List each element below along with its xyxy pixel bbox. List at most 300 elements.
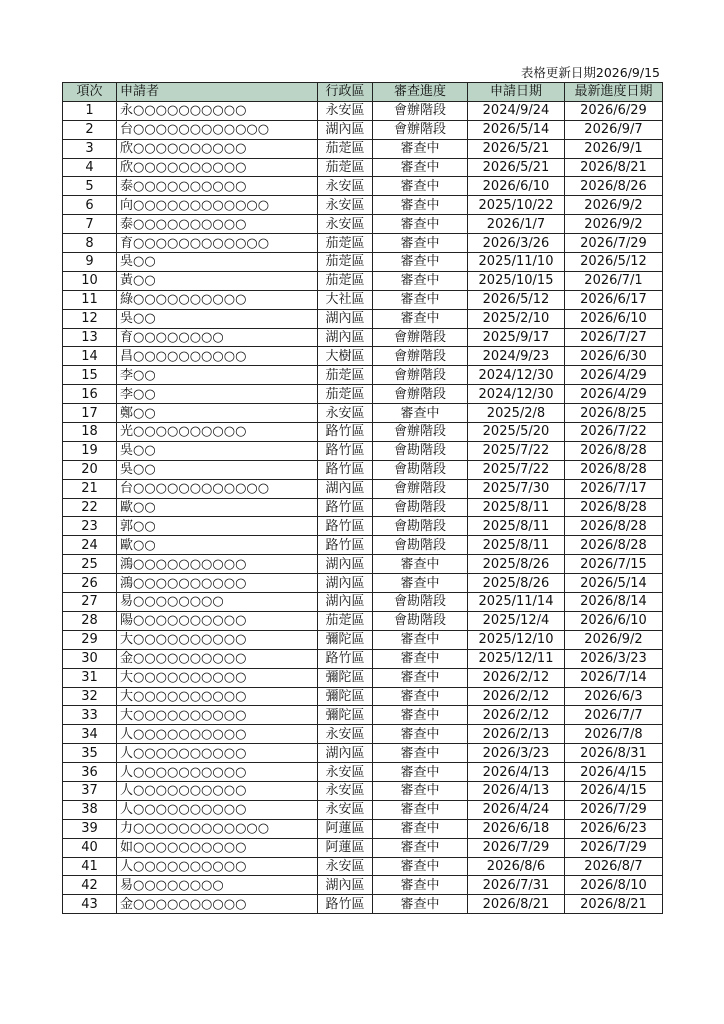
cell-applicant: 吳○○ — [117, 441, 318, 460]
table-row — [63, 404, 663, 423]
cell-item-number: 4 — [63, 158, 117, 177]
cell-item-number: 9 — [63, 253, 117, 272]
table-row — [63, 460, 663, 479]
cell-latest-date: 2026/6/10 — [565, 611, 663, 630]
cell-latest-date: 2026/6/3 — [565, 687, 663, 706]
cell-district: 永安區 — [318, 857, 373, 876]
cell-latest-date: 2026/6/10 — [565, 309, 663, 328]
cell-item-number: 20 — [63, 460, 117, 479]
cell-item-number: 39 — [63, 819, 117, 838]
cell-applicant: 吳○○ — [117, 253, 318, 272]
cell-latest-date: 2026/9/2 — [565, 215, 663, 234]
cell-latest-date: 2026/8/28 — [565, 441, 663, 460]
cell-application-date: 2026/5/21 — [468, 158, 565, 177]
table-row — [63, 423, 663, 442]
cell-item-number: 30 — [63, 649, 117, 668]
table-row — [63, 593, 663, 612]
cell-application-date: 2026/2/12 — [468, 668, 565, 687]
cell-review-status: 審查中 — [373, 555, 468, 574]
cell-application-date: 2026/4/24 — [468, 800, 565, 819]
cell-applicant: 易○○○○○○○○ — [117, 876, 318, 895]
cell-district: 茄萣區 — [318, 271, 373, 290]
cell-review-status: 會辦階段 — [373, 120, 468, 139]
cell-latest-date: 2026/7/27 — [565, 328, 663, 347]
cell-latest-date: 2026/8/28 — [565, 536, 663, 555]
cell-latest-date: 2026/4/29 — [565, 366, 663, 385]
cell-district: 彌陀區 — [318, 687, 373, 706]
cell-applicant: 欣○○○○○○○○○○ — [117, 139, 318, 158]
cell-review-status: 審查中 — [373, 630, 468, 649]
cell-item-number: 42 — [63, 876, 117, 895]
table-row — [63, 763, 663, 782]
cell-applicant: 人○○○○○○○○○○ — [117, 857, 318, 876]
cell-application-date: 2025/8/11 — [468, 536, 565, 555]
table-row — [63, 536, 663, 555]
cell-applicant: 人○○○○○○○○○○ — [117, 725, 318, 744]
cell-district: 彌陀區 — [318, 630, 373, 649]
table-row — [63, 139, 663, 158]
cell-latest-date: 2026/7/22 — [565, 423, 663, 442]
table-row — [63, 649, 663, 668]
table-row — [63, 857, 663, 876]
cell-latest-date: 2026/4/29 — [565, 385, 663, 404]
cell-item-number: 35 — [63, 744, 117, 763]
cell-district: 永安區 — [318, 763, 373, 782]
cell-district: 大樹區 — [318, 347, 373, 366]
cell-application-date: 2025/8/11 — [468, 498, 565, 517]
cell-application-date: 2025/8/26 — [468, 574, 565, 593]
cell-application-date: 2025/5/20 — [468, 423, 565, 442]
table-row — [63, 725, 663, 744]
cell-item-number: 8 — [63, 234, 117, 253]
cell-district: 茄萣區 — [318, 253, 373, 272]
table-row — [63, 800, 663, 819]
table-row — [63, 781, 663, 800]
cell-application-date: 2026/1/7 — [468, 215, 565, 234]
table-row — [63, 177, 663, 196]
cell-item-number: 18 — [63, 423, 117, 442]
table-row — [63, 611, 663, 630]
cell-district: 湖內區 — [318, 876, 373, 895]
cell-item-number: 37 — [63, 781, 117, 800]
cell-application-date: 2025/2/10 — [468, 309, 565, 328]
cell-applicant: 金○○○○○○○○○○ — [117, 649, 318, 668]
cell-applicant: 大○○○○○○○○○○ — [117, 668, 318, 687]
cell-latest-date: 2026/3/23 — [565, 649, 663, 668]
cell-latest-date: 2026/6/17 — [565, 290, 663, 309]
table-row — [63, 706, 663, 725]
cell-review-status: 審查中 — [373, 668, 468, 687]
cell-district: 阿蓮區 — [318, 819, 373, 838]
cell-item-number: 28 — [63, 611, 117, 630]
cell-applicant: 鴻○○○○○○○○○○ — [117, 555, 318, 574]
cell-district: 彌陀區 — [318, 706, 373, 725]
cell-latest-date: 2026/7/1 — [565, 271, 663, 290]
cell-district: 路竹區 — [318, 423, 373, 442]
table-row — [63, 347, 663, 366]
cell-item-number: 38 — [63, 800, 117, 819]
cell-review-status: 會辦階段 — [373, 328, 468, 347]
cell-review-status: 審查中 — [373, 574, 468, 593]
cell-district: 茄萣區 — [318, 366, 373, 385]
cell-latest-date: 2026/8/31 — [565, 744, 663, 763]
cell-district: 湖內區 — [318, 593, 373, 612]
table-row — [63, 234, 663, 253]
cell-item-number: 14 — [63, 347, 117, 366]
cell-applicant: 黃○○ — [117, 271, 318, 290]
cell-applicant: 力○○○○○○○○○○○○ — [117, 819, 318, 838]
cell-latest-date: 2026/9/1 — [565, 139, 663, 158]
cell-review-status: 審查中 — [373, 158, 468, 177]
cell-applicant: 陽○○○○○○○○○○ — [117, 611, 318, 630]
cell-item-number: 31 — [63, 668, 117, 687]
cell-latest-date: 2026/4/15 — [565, 781, 663, 800]
cell-review-status: 審查中 — [373, 253, 468, 272]
cell-application-date: 2026/2/12 — [468, 706, 565, 725]
cell-applicant: 台○○○○○○○○○○○○ — [117, 120, 318, 139]
cell-review-status: 審查中 — [373, 196, 468, 215]
cell-application-date: 2025/10/15 — [468, 271, 565, 290]
cell-latest-date: 2026/8/21 — [565, 895, 663, 914]
cell-application-date: 2026/3/23 — [468, 744, 565, 763]
cell-applicant: 昌○○○○○○○○○○ — [117, 347, 318, 366]
cell-review-status: 審查中 — [373, 649, 468, 668]
cell-application-date: 2026/7/29 — [468, 838, 565, 857]
cell-review-status: 審查中 — [373, 857, 468, 876]
cell-latest-date: 2026/7/7 — [565, 706, 663, 725]
cell-latest-date: 2026/8/14 — [565, 593, 663, 612]
header-district: 行政區 — [318, 83, 373, 102]
table-row — [63, 479, 663, 498]
cell-latest-date: 2026/7/8 — [565, 725, 663, 744]
cell-applicant: 向○○○○○○○○○○○○ — [117, 196, 318, 215]
cell-item-number: 36 — [63, 763, 117, 782]
cell-applicant: 鴻○○○○○○○○○○ — [117, 574, 318, 593]
cell-latest-date: 2026/4/15 — [565, 763, 663, 782]
table-row — [63, 876, 663, 895]
cell-application-date: 2026/8/6 — [468, 857, 565, 876]
cell-application-date: 2025/8/26 — [468, 555, 565, 574]
table-row — [63, 668, 663, 687]
cell-district: 路竹區 — [318, 517, 373, 536]
header-applicant: 申請者 — [117, 83, 318, 102]
cell-item-number: 5 — [63, 177, 117, 196]
cell-latest-date: 2026/7/14 — [565, 668, 663, 687]
table-row — [63, 253, 663, 272]
cell-item-number: 11 — [63, 290, 117, 309]
table-row — [63, 555, 663, 574]
cell-latest-date: 2026/6/30 — [565, 347, 663, 366]
table-row — [63, 630, 663, 649]
cell-applicant: 泰○○○○○○○○○○ — [117, 215, 318, 234]
cell-district: 路竹區 — [318, 536, 373, 555]
cell-application-date: 2024/9/24 — [468, 101, 565, 120]
cell-applicant: 泰○○○○○○○○○○ — [117, 177, 318, 196]
cell-application-date: 2025/11/10 — [468, 253, 565, 272]
cell-applicant: 育○○○○○○○○ — [117, 328, 318, 347]
cell-applicant: 綠○○○○○○○○○○ — [117, 290, 318, 309]
cell-district: 湖內區 — [318, 744, 373, 763]
cell-item-number: 2 — [63, 120, 117, 139]
table-row — [63, 328, 663, 347]
cell-item-number: 32 — [63, 687, 117, 706]
cell-latest-date: 2026/7/29 — [565, 234, 663, 253]
cell-district: 路竹區 — [318, 649, 373, 668]
cell-applicant: 育○○○○○○○○○○○○ — [117, 234, 318, 253]
cell-application-date: 2026/8/21 — [468, 895, 565, 914]
cell-latest-date: 2026/5/12 — [565, 253, 663, 272]
cell-district: 路竹區 — [318, 895, 373, 914]
cell-item-number: 12 — [63, 309, 117, 328]
table-row — [63, 498, 663, 517]
cell-applicant: 人○○○○○○○○○○ — [117, 744, 318, 763]
cell-review-status: 審查中 — [373, 876, 468, 895]
cell-application-date: 2025/11/14 — [468, 593, 565, 612]
cell-applicant: 歐○○ — [117, 498, 318, 517]
cell-district: 茄萣區 — [318, 385, 373, 404]
cell-applicant: 易○○○○○○○○ — [117, 593, 318, 612]
cell-applicant: 大○○○○○○○○○○ — [117, 687, 318, 706]
cell-applicant: 台○○○○○○○○○○○○ — [117, 479, 318, 498]
cell-district: 永安區 — [318, 177, 373, 196]
cell-district: 永安區 — [318, 196, 373, 215]
cell-application-date: 2025/2/8 — [468, 404, 565, 423]
table-row — [63, 819, 663, 838]
cell-latest-date: 2026/8/21 — [565, 158, 663, 177]
cell-district: 湖內區 — [318, 120, 373, 139]
cell-review-status: 審查中 — [373, 215, 468, 234]
cell-latest-date: 2026/7/29 — [565, 800, 663, 819]
cell-item-number: 3 — [63, 139, 117, 158]
cell-latest-date: 2026/8/26 — [565, 177, 663, 196]
cell-applicant: 大○○○○○○○○○○ — [117, 630, 318, 649]
cell-district: 湖內區 — [318, 328, 373, 347]
cell-applicant: 光○○○○○○○○○○ — [117, 423, 318, 442]
cell-applicant: 欣○○○○○○○○○○ — [117, 158, 318, 177]
cell-application-date: 2025/12/10 — [468, 630, 565, 649]
cell-review-status: 審查中 — [373, 800, 468, 819]
cell-review-status: 會辦階段 — [373, 479, 468, 498]
cell-item-number: 15 — [63, 366, 117, 385]
table-row — [63, 101, 663, 120]
cell-applicant: 鄭○○ — [117, 404, 318, 423]
cell-latest-date: 2026/8/28 — [565, 498, 663, 517]
cell-applicant: 李○○ — [117, 385, 318, 404]
cell-application-date: 2026/4/13 — [468, 763, 565, 782]
cell-item-number: 23 — [63, 517, 117, 536]
cell-review-status: 審查中 — [373, 290, 468, 309]
cell-review-status: 審查中 — [373, 309, 468, 328]
cell-item-number: 26 — [63, 574, 117, 593]
cell-application-date: 2024/12/30 — [468, 366, 565, 385]
cell-review-status: 會勘階段 — [373, 611, 468, 630]
cell-application-date: 2025/8/11 — [468, 517, 565, 536]
cell-applicant: 吳○○ — [117, 460, 318, 479]
cell-application-date: 2026/7/31 — [468, 876, 565, 895]
cell-latest-date: 2026/8/28 — [565, 460, 663, 479]
table-row — [63, 517, 663, 536]
table-row — [63, 441, 663, 460]
cell-latest-date: 2026/6/23 — [565, 819, 663, 838]
cell-application-date: 2026/4/13 — [468, 781, 565, 800]
cell-review-status: 會辦階段 — [373, 347, 468, 366]
header-application-date: 申請日期 — [468, 83, 565, 102]
table-row — [63, 158, 663, 177]
cell-application-date: 2026/2/12 — [468, 687, 565, 706]
table-row — [63, 895, 663, 914]
cell-applicant: 人○○○○○○○○○○ — [117, 763, 318, 782]
cell-application-date: 2025/12/11 — [468, 649, 565, 668]
table-row — [63, 574, 663, 593]
cell-latest-date: 2026/8/10 — [565, 876, 663, 895]
cell-item-number: 29 — [63, 630, 117, 649]
cell-latest-date: 2026/8/25 — [565, 404, 663, 423]
cell-review-status: 會辦階段 — [373, 101, 468, 120]
cell-item-number: 24 — [63, 536, 117, 555]
cell-district: 永安區 — [318, 101, 373, 120]
header-item-number: 項次 — [63, 83, 117, 102]
cell-application-date: 2025/10/22 — [468, 196, 565, 215]
cell-applicant: 吳○○ — [117, 309, 318, 328]
cell-application-date: 2025/7/22 — [468, 460, 565, 479]
cell-item-number: 41 — [63, 857, 117, 876]
cell-item-number: 13 — [63, 328, 117, 347]
cell-district: 湖內區 — [318, 574, 373, 593]
cell-latest-date: 2026/9/2 — [565, 196, 663, 215]
cell-applicant: 金○○○○○○○○○○ — [117, 895, 318, 914]
cell-latest-date: 2026/5/14 — [565, 574, 663, 593]
cell-review-status: 會勘階段 — [373, 593, 468, 612]
cell-district: 湖內區 — [318, 309, 373, 328]
cell-review-status: 審查中 — [373, 744, 468, 763]
cell-item-number: 34 — [63, 725, 117, 744]
cell-review-status: 審查中 — [373, 706, 468, 725]
cell-latest-date: 2026/8/28 — [565, 517, 663, 536]
cell-district: 茄萣區 — [318, 158, 373, 177]
cell-application-date: 2025/9/17 — [468, 328, 565, 347]
table-row — [63, 366, 663, 385]
table-row — [63, 196, 663, 215]
cell-review-status: 審查中 — [373, 781, 468, 800]
cell-application-date: 2026/2/13 — [468, 725, 565, 744]
cell-latest-date: 2026/8/7 — [565, 857, 663, 876]
cell-application-date: 2026/5/21 — [468, 139, 565, 158]
cell-review-status: 審查中 — [373, 895, 468, 914]
cell-latest-date: 2026/9/2 — [565, 630, 663, 649]
cell-application-date: 2026/6/18 — [468, 819, 565, 838]
cell-item-number: 22 — [63, 498, 117, 517]
cell-review-status: 會勘階段 — [373, 498, 468, 517]
cell-district: 永安區 — [318, 404, 373, 423]
cell-item-number: 27 — [63, 593, 117, 612]
table-row — [63, 215, 663, 234]
table-row — [63, 309, 663, 328]
cell-district: 路竹區 — [318, 441, 373, 460]
table-row — [63, 120, 663, 139]
cell-latest-date: 2026/7/17 — [565, 479, 663, 498]
cell-district: 茄萣區 — [318, 611, 373, 630]
application-progress-table — [62, 82, 663, 914]
cell-review-status: 審查中 — [373, 404, 468, 423]
cell-district: 茄萣區 — [318, 139, 373, 158]
cell-district: 永安區 — [318, 215, 373, 234]
cell-applicant: 人○○○○○○○○○○ — [117, 800, 318, 819]
cell-applicant: 李○○ — [117, 366, 318, 385]
cell-item-number: 43 — [63, 895, 117, 914]
cell-applicant: 大○○○○○○○○○○ — [117, 706, 318, 725]
cell-review-status: 會勘階段 — [373, 536, 468, 555]
cell-district: 永安區 — [318, 800, 373, 819]
cell-review-status: 會辦階段 — [373, 385, 468, 404]
cell-item-number: 1 — [63, 101, 117, 120]
cell-review-status: 會辦階段 — [373, 366, 468, 385]
cell-applicant: 如○○○○○○○○○○ — [117, 838, 318, 857]
cell-application-date: 2024/9/23 — [468, 347, 565, 366]
cell-district: 永安區 — [318, 725, 373, 744]
cell-application-date: 2026/3/26 — [468, 234, 565, 253]
cell-district: 彌陀區 — [318, 668, 373, 687]
cell-application-date: 2026/5/14 — [468, 120, 565, 139]
cell-review-status: 審查中 — [373, 687, 468, 706]
cell-applicant: 永○○○○○○○○○○ — [117, 101, 318, 120]
table-update-date: 表格更新日期2026/9/15 — [520, 65, 660, 80]
table-row — [63, 385, 663, 404]
header-latest-date: 最新進度日期 — [565, 83, 663, 102]
cell-review-status: 審查中 — [373, 763, 468, 782]
cell-review-status: 審查中 — [373, 838, 468, 857]
cell-review-status: 審查中 — [373, 819, 468, 838]
cell-review-status: 審查中 — [373, 271, 468, 290]
header-review-status: 審查進度 — [373, 83, 468, 102]
cell-item-number: 19 — [63, 441, 117, 460]
cell-applicant: 歐○○ — [117, 536, 318, 555]
cell-district: 大社區 — [318, 290, 373, 309]
cell-item-number: 17 — [63, 404, 117, 423]
cell-latest-date: 2026/7/15 — [565, 555, 663, 574]
cell-district: 路竹區 — [318, 498, 373, 517]
cell-review-status: 審查中 — [373, 234, 468, 253]
cell-latest-date: 2026/7/29 — [565, 838, 663, 857]
cell-item-number: 10 — [63, 271, 117, 290]
cell-district: 路竹區 — [318, 460, 373, 479]
table-row — [63, 744, 663, 763]
table-row — [63, 687, 663, 706]
table-row — [63, 271, 663, 290]
cell-district: 茄萣區 — [318, 234, 373, 253]
cell-review-status: 審查中 — [373, 139, 468, 158]
table-header-row — [63, 83, 663, 102]
cell-review-status: 會辦階段 — [373, 423, 468, 442]
cell-review-status: 會勘階段 — [373, 441, 468, 460]
cell-review-status: 審查中 — [373, 177, 468, 196]
cell-application-date: 2025/7/30 — [468, 479, 565, 498]
cell-district: 阿蓮區 — [318, 838, 373, 857]
cell-review-status: 會勘階段 — [373, 460, 468, 479]
cell-district: 永安區 — [318, 781, 373, 800]
cell-item-number: 16 — [63, 385, 117, 404]
cell-application-date: 2026/6/10 — [468, 177, 565, 196]
table-row — [63, 290, 663, 309]
cell-item-number: 7 — [63, 215, 117, 234]
cell-latest-date: 2026/9/7 — [565, 120, 663, 139]
cell-item-number: 33 — [63, 706, 117, 725]
table-row — [63, 838, 663, 857]
cell-applicant: 人○○○○○○○○○○ — [117, 781, 318, 800]
cell-item-number: 25 — [63, 555, 117, 574]
cell-application-date: 2026/5/12 — [468, 290, 565, 309]
cell-application-date: 2025/7/22 — [468, 441, 565, 460]
cell-review-status: 會勘階段 — [373, 517, 468, 536]
